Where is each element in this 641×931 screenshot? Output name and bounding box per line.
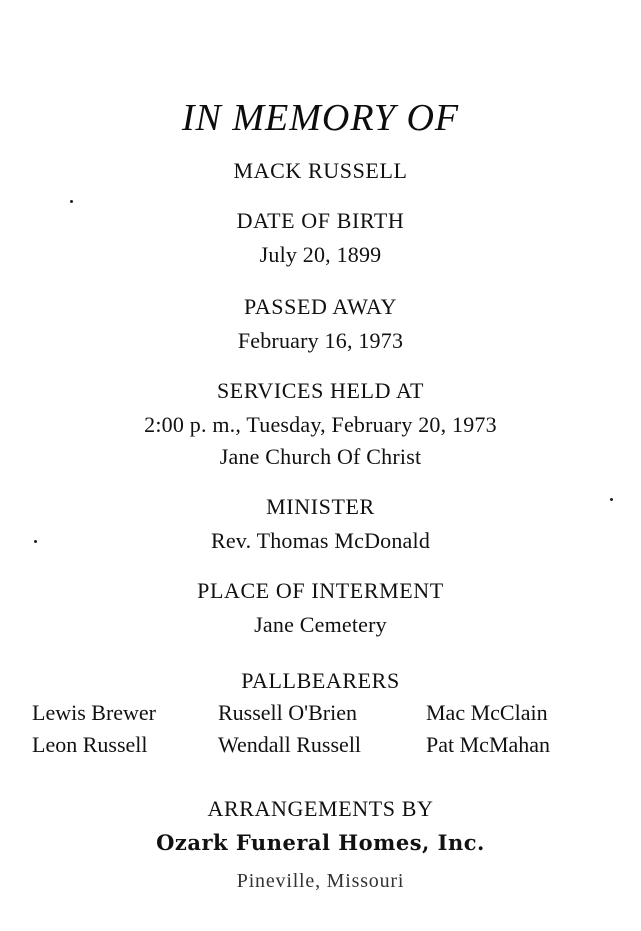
birth-date: July 20, 1899 bbox=[259, 242, 382, 267]
pallbearer-name: Wendall Russell bbox=[218, 732, 362, 757]
pallbearer-name: Pat McMahan bbox=[426, 732, 551, 757]
interment-place: Jane Cemetery bbox=[254, 612, 387, 637]
pallbearers-list bbox=[30, 700, 600, 764]
minister-name: Rev. Thomas McDonald bbox=[210, 528, 431, 553]
pallbearer-name: Mac McClain bbox=[426, 700, 548, 725]
pallbearer-name: Russell O'Brien bbox=[218, 700, 358, 725]
services-place: Jane Church Of Christ bbox=[219, 444, 422, 469]
minister-heading: MINISTER bbox=[266, 494, 375, 519]
deceased-name: MACK RUSSELL bbox=[233, 158, 408, 183]
pallbearer-name: Lewis Brewer bbox=[32, 700, 157, 725]
card-title: IN MEMORY OF bbox=[181, 97, 460, 139]
scan-speck bbox=[34, 540, 37, 543]
pallbearers-heading: PALLBEARERS bbox=[241, 668, 400, 693]
funeral-home-name: Ozark Funeral Homes, Inc. bbox=[156, 830, 485, 855]
interment-heading: PLACE OF INTERMENT bbox=[197, 578, 444, 603]
pallbearer-name: Leon Russell bbox=[32, 732, 148, 757]
scan-speck bbox=[610, 498, 613, 501]
death-heading: PASSED AWAY bbox=[244, 294, 397, 319]
death-date: February 16, 1973 bbox=[237, 328, 404, 353]
scan-speck bbox=[70, 200, 73, 203]
services-time: 2:00 p. m., Tuesday, February 20, 1973 bbox=[144, 412, 497, 437]
arrangements-heading: ARRANGEMENTS BY bbox=[207, 796, 434, 821]
birth-heading: DATE OF BIRTH bbox=[236, 208, 405, 233]
services-heading: SERVICES HELD AT bbox=[216, 378, 425, 403]
funeral-home-location: Pineville, Missouri bbox=[236, 870, 405, 892]
